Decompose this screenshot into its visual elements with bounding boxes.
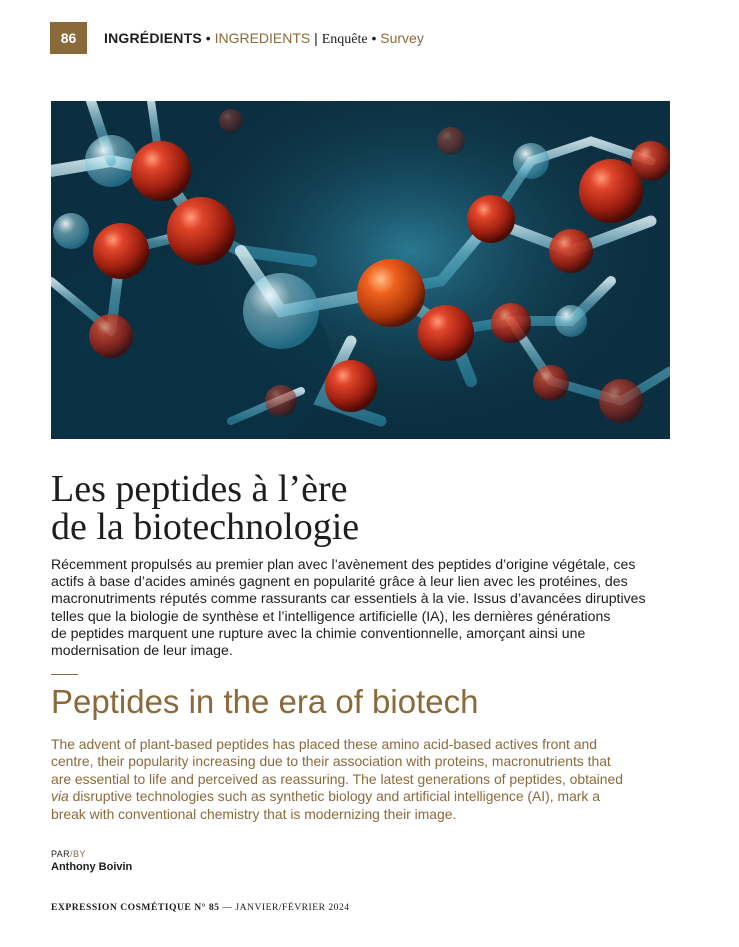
article-title-en: Peptides in the era of biotech: [51, 683, 479, 720]
section-title-fr: INGRÉDIENTS: [104, 30, 202, 46]
article-intro-en: [51, 736, 671, 823]
header-bullet: •: [205, 30, 211, 46]
title-fr-line: de la biotechnologie: [51, 506, 360, 548]
section-header: [104, 30, 424, 48]
intro-fr-line: de peptides marquent une rupture avec la chimie conventionnelle, amorçant ainsi une: [51, 624, 586, 641]
intro-fr-line: Récemment propulsés au premier plan avec l’avènement des peptides d’origine végétale, ces: [51, 556, 636, 572]
magazine-name: EXPRESSION COSMÉTIQUE N° 85: [51, 902, 220, 913]
category-fr: Enquête: [321, 32, 368, 47]
intro-en-italic: via: [51, 788, 69, 805]
article-intro-fr: [51, 556, 671, 659]
category-en: Survey: [380, 30, 424, 46]
intro-fr-line: modernisation de leur image.: [51, 642, 233, 659]
page-number: 86: [60, 30, 77, 46]
hero-image-peptide-molecules: [51, 101, 670, 439]
molecule-illustration: [51, 101, 670, 439]
section-divider: [51, 674, 78, 675]
intro-en-line: centre, their popularity increasing due to their association with proteins, macronutrients that: [51, 753, 611, 770]
intro-fr-line: actifs à base d’acides aminés gagnent en popularité grâce à leur lien avec les protéines, des: [51, 573, 628, 590]
intro-fr-line: macronutriments réputés comme rassurants car essentiels à la vie. Issus d’avancées diruptives: [51, 590, 646, 607]
issue-date: — JANVIER/FÉVRIER 2024: [222, 902, 350, 913]
byline-label-fr: PAR: [51, 849, 71, 859]
intro-en-line: are essential to life and perceived as reassuring. The latest generations of peptides, obtained: [51, 770, 623, 787]
byline-label-en: BY: [72, 849, 86, 859]
header-bullet-2: •: [371, 30, 377, 46]
title-fr-line: Les peptides à l’ère: [51, 468, 348, 510]
intro-en-line-with-italic: [51, 788, 671, 805]
intro-fr-line: telles que la biologie de synthèse et l’intelligence artificielle (IA), les dernières générations: [51, 607, 611, 624]
author-name: Anthony Boivin: [51, 861, 133, 873]
section-title-en: INGREDIENTS: [214, 30, 311, 46]
header-divider: |: [314, 30, 318, 46]
intro-en-line: disruptive technologies such as synthetic biology and artificial intelligence (AI), mark a: [72, 788, 600, 805]
byline-label-sep: /: [70, 849, 73, 859]
page-number-badge: [50, 22, 87, 54]
byline-label: [51, 849, 86, 859]
intro-en-line: The advent of plant-based peptides has placed these amino acid-based actives front and: [51, 736, 597, 752]
page-footer: [51, 902, 350, 913]
intro-en-line: break with conventional chemistry that is modernizing their image.: [51, 805, 457, 822]
article-title-fr: [51, 470, 671, 546]
